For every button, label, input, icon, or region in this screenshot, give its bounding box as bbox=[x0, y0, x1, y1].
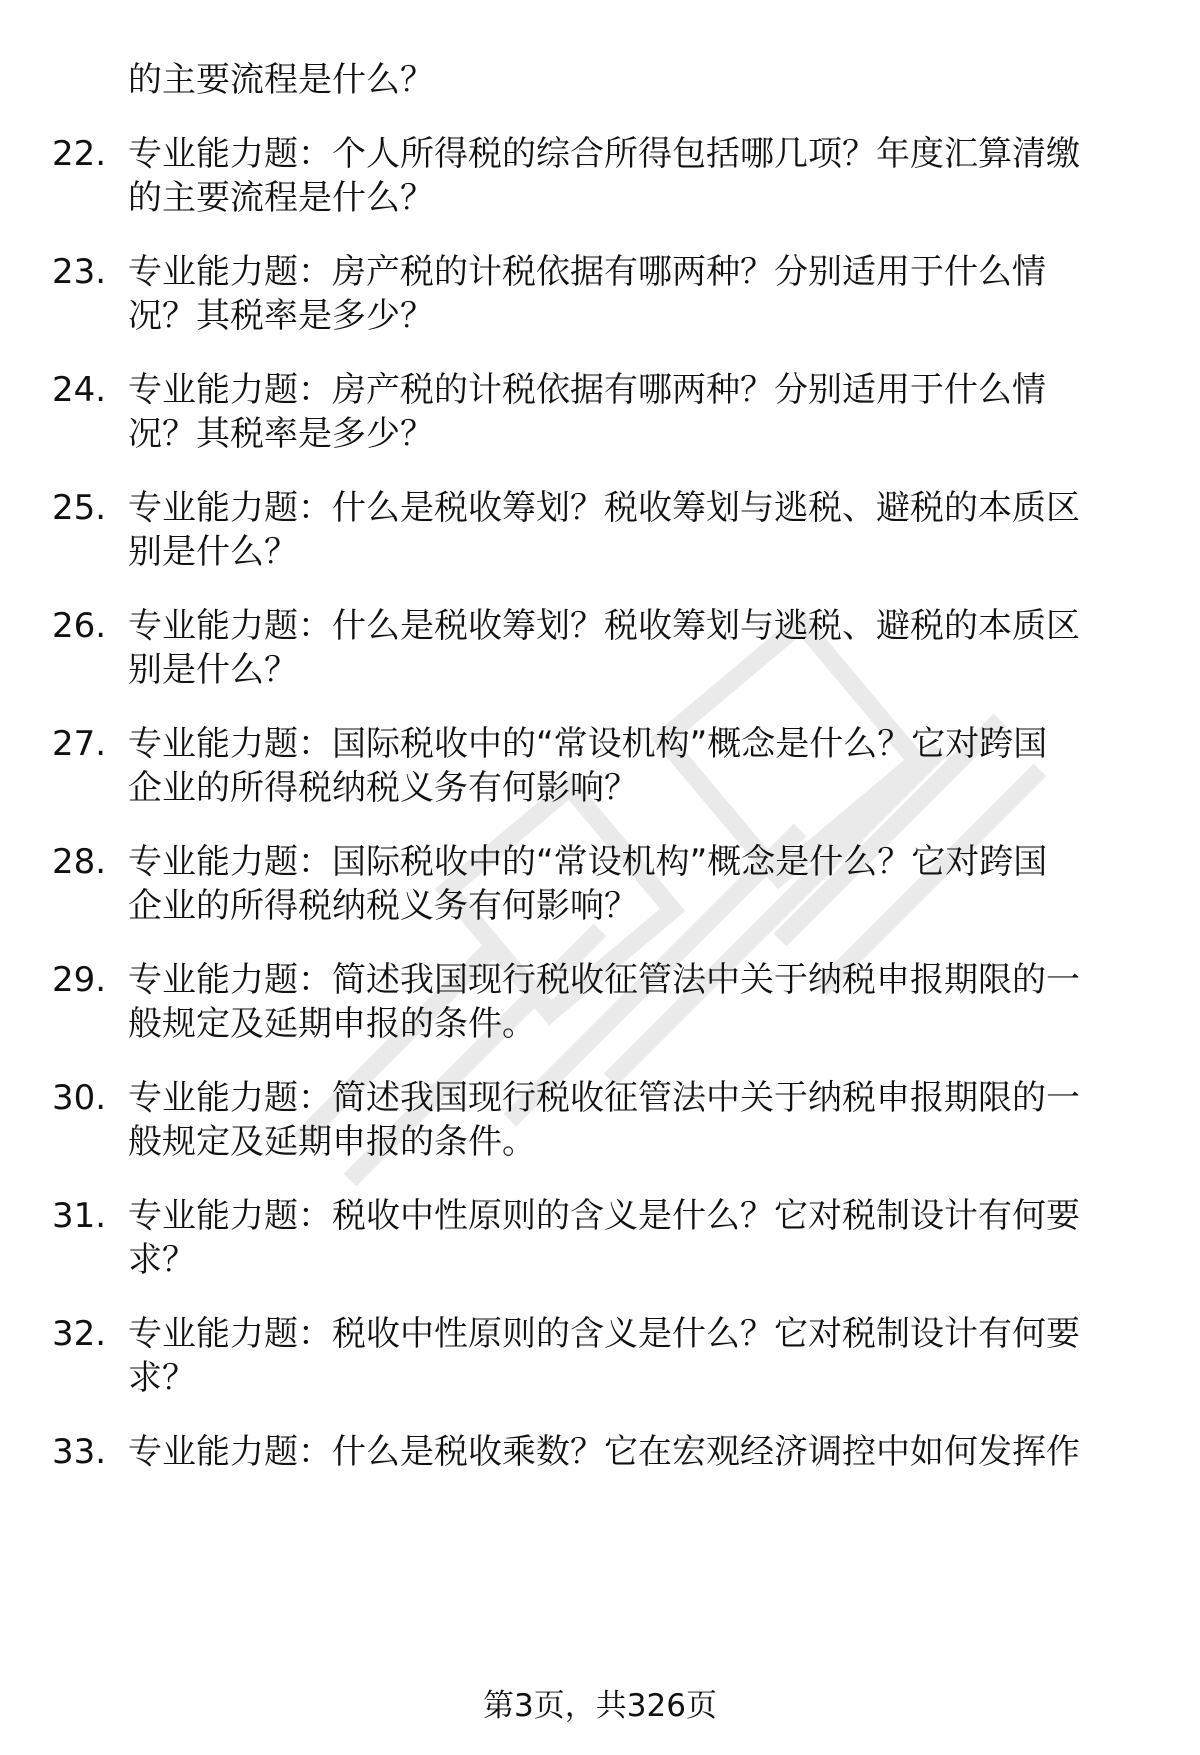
question-line: 般规定及延期申报的条件。 bbox=[128, 1122, 536, 1162]
question-line: 求？ bbox=[128, 1358, 196, 1398]
question-text bbox=[128, 840, 1148, 928]
question-number: 28. bbox=[52, 842, 107, 882]
question-line: 求？ bbox=[128, 1240, 196, 1280]
continued-question-text: 的主要流程是什么？ bbox=[128, 60, 434, 100]
question-text bbox=[128, 368, 1148, 456]
question-text bbox=[128, 604, 1148, 692]
question-number: 23. bbox=[52, 252, 107, 292]
question-line: 况？其税率是多少？ bbox=[128, 296, 434, 336]
question-line: 别是什么？ bbox=[128, 532, 298, 572]
question-text bbox=[128, 250, 1148, 338]
question-line: 专业能力题：什么是税收乘数？它在宏观经济调控中如何发挥作 bbox=[128, 1432, 1080, 1472]
question-line: 专业能力题：个人所得税的综合所得包括哪几项？年度汇算清缴 bbox=[128, 134, 1080, 174]
question-line: 专业能力题：房产税的计税依据有哪两种？分别适用于什么情 bbox=[128, 252, 1046, 292]
question-number: 31. bbox=[52, 1196, 107, 1236]
question-line: 的主要流程是什么？ bbox=[128, 178, 434, 218]
question-number: 33. bbox=[52, 1432, 107, 1472]
question-line: 专业能力题：简述我国现行税收征管法中关于纳税申报期限的一 bbox=[128, 960, 1080, 1000]
question-line: 专业能力题：简述我国现行税收征管法中关于纳税申报期限的一 bbox=[128, 1078, 1080, 1118]
question-line: 专业能力题：房产税的计税依据有哪两种？分别适用于什么情 bbox=[128, 370, 1046, 410]
question-text bbox=[128, 486, 1148, 574]
question-line: 专业能力题：什么是税收筹划？税收筹划与逃税、避税的本质区 bbox=[128, 488, 1080, 528]
question-text bbox=[128, 722, 1148, 810]
question-number: 25. bbox=[52, 488, 107, 528]
question-text bbox=[128, 1430, 1148, 1474]
question-number: 22. bbox=[52, 134, 107, 174]
question-text bbox=[128, 1076, 1148, 1164]
question-line: 企业的所得税纳税义务有何影响？ bbox=[128, 886, 638, 926]
question-line: 况？其税率是多少？ bbox=[128, 414, 434, 454]
question-line: 别是什么？ bbox=[128, 650, 298, 690]
question-number: 27. bbox=[52, 724, 107, 764]
question-number: 24. bbox=[52, 370, 107, 410]
question-number: 32. bbox=[52, 1314, 107, 1354]
question-text bbox=[128, 132, 1148, 220]
question-text bbox=[128, 958, 1148, 1046]
question-number: 30. bbox=[52, 1078, 107, 1118]
question-line: 专业能力题：税收中性原则的含义是什么？它对税制设计有何要 bbox=[128, 1314, 1080, 1354]
question-line: 般规定及延期申报的条件。 bbox=[128, 1004, 536, 1044]
question-line: 专业能力题：国际税收中的“常设机构”概念是什么？它对跨国 bbox=[128, 724, 1048, 764]
question-number: 29. bbox=[52, 960, 107, 1000]
question-text bbox=[128, 1194, 1148, 1282]
question-line: 专业能力题：税收中性原则的含义是什么？它对税制设计有何要 bbox=[128, 1196, 1080, 1236]
page-footer: 第3页，共326页 bbox=[483, 1688, 717, 1724]
question-text bbox=[128, 1312, 1148, 1400]
question-line: 专业能力题：国际税收中的“常设机构”概念是什么？它对跨国 bbox=[128, 842, 1048, 882]
question-line: 企业的所得税纳税义务有何影响？ bbox=[128, 768, 638, 808]
question-number: 26. bbox=[52, 606, 107, 646]
question-line: 专业能力题：什么是税收筹划？税收筹划与逃税、避税的本质区 bbox=[128, 606, 1080, 646]
